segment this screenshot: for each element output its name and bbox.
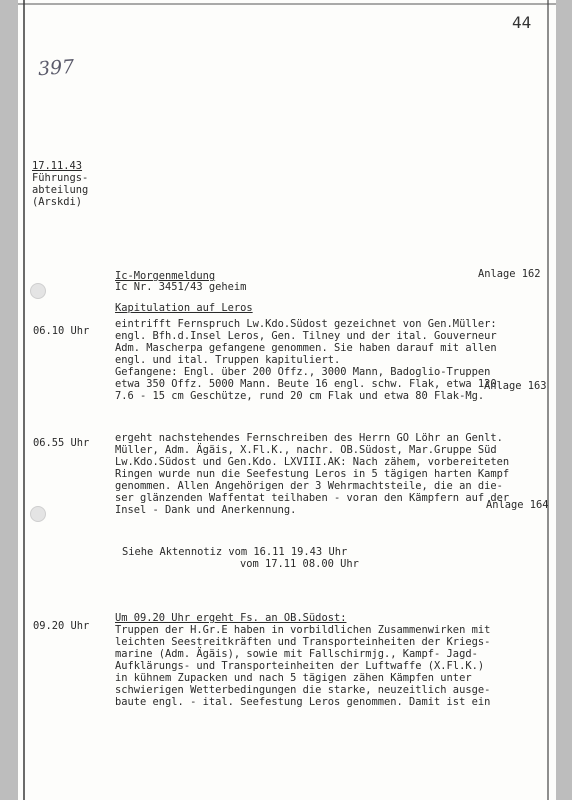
archive-number: 397 [37,55,75,81]
entry-time: 06.55 Uhr [33,437,90,449]
entry-time: 09.20 Uhr [33,620,90,632]
text-line: genommen. Allen Angehörigen der 3 Wehrmachtsteile, die an die- [115,480,503,492]
punch-hole [30,283,46,299]
department-line-2: abteilung [32,184,89,196]
date-label: 17.11.43 [32,160,83,172]
left-margin-line [23,0,25,800]
punch-hole [30,506,46,522]
text-line: ergeht nachstehendes Fernschreiben des Herrn GO Löhr an Genlt. [115,432,503,444]
text-line: leichten Seestreitkräften und Transporteinheiten der Kriegs- [115,636,491,648]
section-title: Kapitulation auf Leros [115,302,253,314]
ic-title: Ic-Morgenmeldung [115,270,216,282]
page-number: 44 [512,13,532,32]
text-line: 7.6 - 15 cm Geschütze, rund 20 cm Flak und etwa 80 Flak-Mg. [115,390,485,402]
ic-number: Ic Nr. 3451/43 geheim [115,281,247,293]
document-page [18,0,556,800]
text-line: Aufklärungs- und Transporteinheiten der Luftwaffe (X.Fl.K.) [115,660,485,672]
text-line: Gefangene: Engl. über 200 Offz., 3000 Mann, Badoglio-Truppen [115,366,491,378]
text-line: in kühnem Zupacken und nach 5 tägigen zähen Kämpfen unter [115,672,472,684]
anlage-164: Anlage 164 [486,499,549,511]
text-line: Müller, Adm. Ägäis, X.Fl.K., nachr. OB.Südost, Mar.Gruppe Süd [115,444,497,456]
department-line-1: Führungs- [32,172,89,184]
text-line: Um 09.20 Uhr ergeht Fs. an OB.Südost: [115,612,347,624]
text-line: ser glänzenden Waffentat teilhaben - voran den Kämpfern auf der [115,492,510,504]
right-margin-line [547,0,549,800]
note-line-2: vom 17.11 08.00 Uhr [240,558,359,570]
anlage-162: Anlage 162 [478,268,541,280]
department-line-3: (Arskdi) [32,196,83,208]
text-line: Ringen wurde nun die Seefestung Leros in 5 tägigen harten Kampf [115,468,510,480]
text-line: Adm. Mascherpa gefangene genommen. Sie haben darauf mit allen [115,342,497,354]
top-edge-line [18,3,556,5]
anlage-163: Anlage 163 [484,380,547,392]
text-line: schwierigen Wetterbedingungen die starke, neuzeitlich ausge- [115,684,491,696]
note-line-1: Siehe Aktennotiz vom 16.11 19.43 Uhr [122,546,348,558]
text-line: baute engl. - ital. Seefestung Leros genommen. Damit ist ein [115,696,491,708]
text-line: Lw.Kdo.Südost und Gen.Kdo. LXVIII.AK: Nach zähem, vorbereiteten [115,456,510,468]
entry-time: 06.10 Uhr [33,325,90,337]
text-line: etwa 350 Offz. 5000 Mann. Beute 16 engl. schw. Flak, etwa 120 [115,378,497,390]
text-line: engl. und ital. Truppen kapituliert. [115,354,341,366]
text-line: Truppen der H.Gr.E haben in vorbildlichen Zusammenwirken mit [115,624,491,636]
text-line: engl. Bfh.d.Insel Leros, Gen. Tilney und der ital. Gouverneur [115,330,497,342]
text-line: eintrifft Fernspruch Lw.Kdo.Südost gezeichnet von Gen.Müller: [115,318,497,330]
text-line: marine (Adm. Ägäis), sowie mit Fallschirmjg., Kampf- Jagd- [115,648,478,660]
text-line: Insel - Dank und Anerkennung. [115,504,297,516]
